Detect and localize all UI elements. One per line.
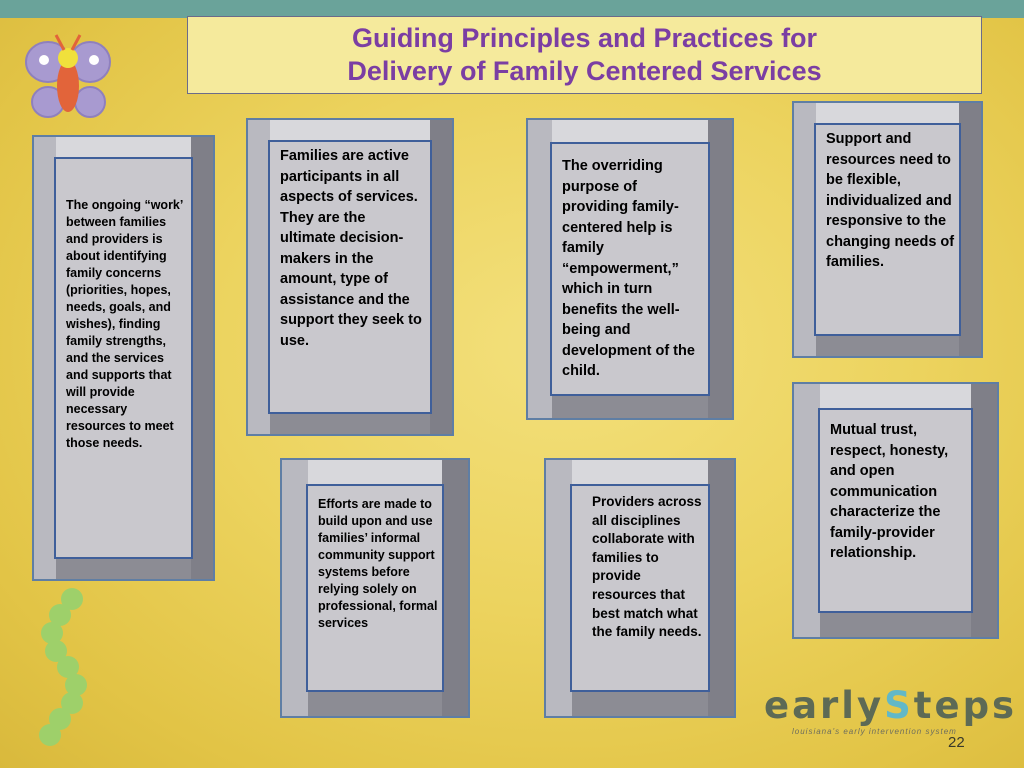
card-support-resources [792,101,983,358]
card-providers [544,458,736,718]
card-efforts [280,458,470,718]
card-support-resources-text: Support and resources need to be flexible, individualized and responsive to the changing needs of families. [826,131,955,270]
caterpillar-icon [30,585,100,755]
card-overriding-purpose-text: The overriding purpose of providing family-centered help is family “empowerment,” which in turn benefits the well-being and development of the child. [562,158,695,379]
card-providers-text: Providers across all disciplines collaborate with families to provide resources that best match what the family needs. [592,494,702,640]
card-efforts-text: Efforts are made to build upon and use families’ informal community support systems before relying solely on professional, formal services [318,497,438,630]
early-steps-logo [764,682,1018,744]
logo-text: earlySteps [764,684,1018,727]
card-ongoing-work-text: The ongoing “work’ between families and providers is about identifying family concerns (priorities, hopes, needs, goals, and wishes), finding family strengths, and the services and supports that will provide necessary resources to meet those needs. [66,198,183,450]
card-ongoing-work [32,135,215,581]
title-line-1: Guiding Principles and Practices for [351,23,818,53]
card-mutual-trust-text: Mutual trust, respect, honesty, and open communication characterize the family-provider relationship. [830,422,949,561]
page-number: 22 [948,734,965,751]
card-mutual-trust [792,382,999,639]
butterfly-icon [20,30,120,130]
card-overriding-purpose [526,118,734,420]
title-line-2: Delivery of Family Centered Services [347,56,822,86]
card-families-active [246,118,454,436]
card-families-active-text: Families are active participants in all aspects of services. They are the ultimate decision-makers in the amount, type of assistance and the support they seek to use. [280,148,422,349]
slide-title [187,16,982,94]
logo-tagline: louisiana's early intervention system [792,727,957,736]
